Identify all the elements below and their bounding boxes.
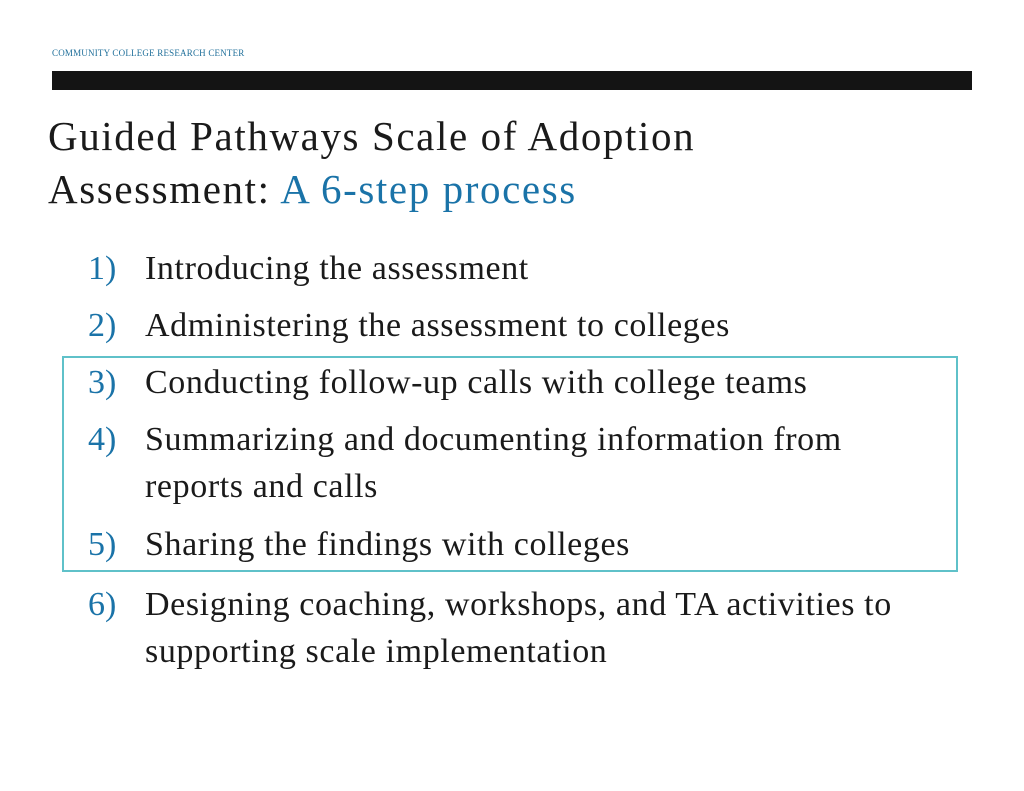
step-text-6: Designing coaching, workshops, and TA activities to supporting scale implementation	[145, 586, 892, 670]
step-number-3: 3)	[88, 364, 117, 401]
step-number-5: 5)	[88, 526, 117, 563]
step-number-2: 2)	[88, 307, 117, 344]
title-line-2-prefix: Assessment:	[48, 166, 281, 212]
step-text-2: Administering the assessment to colleges	[145, 307, 730, 344]
step-number-1: 1)	[88, 250, 117, 287]
step-text-3: Conducting follow-up calls with college teams	[145, 364, 808, 401]
step-text-1: Introducing the assessment	[145, 250, 529, 287]
title-line-2-accent: A 6-step process	[280, 166, 577, 212]
step-number-4: 4)	[88, 421, 117, 458]
step-text-4: Summarizing and documenting information from reports and calls	[145, 421, 842, 505]
step-number-6: 6)	[88, 586, 117, 623]
step-text-5: Sharing the findings with colleges	[145, 526, 630, 563]
organization-name: COMMUNITY COLLEGE RESEARCH CENTER	[52, 48, 245, 58]
title-line-1: Guided Pathways Scale of Adoption	[48, 113, 696, 159]
